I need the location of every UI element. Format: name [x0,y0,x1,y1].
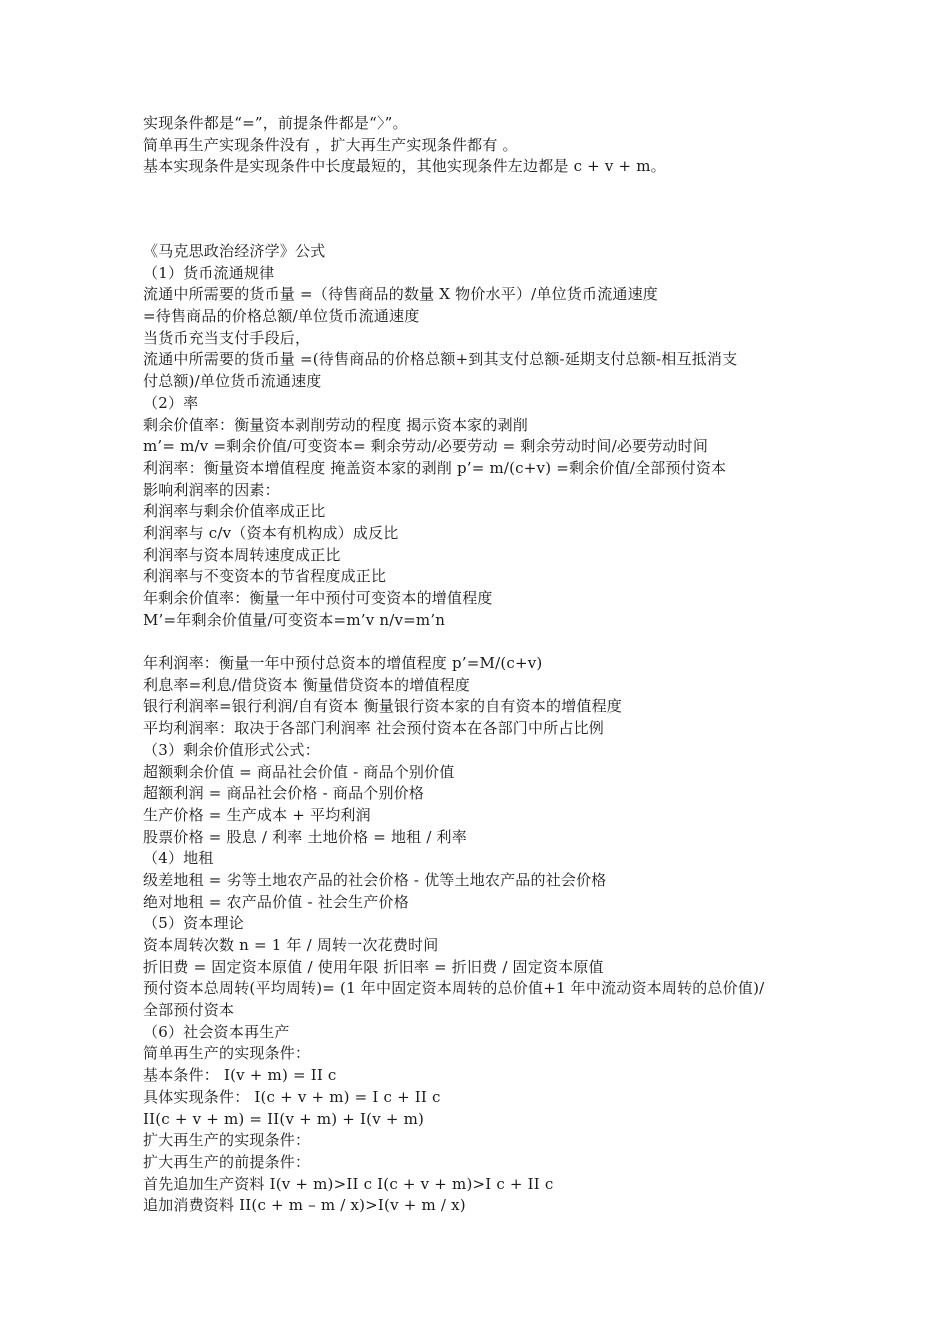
subsection-heading: （3）剩余价值形式公式： [143,740,320,759]
text-line: 预付资本总周转(平均周转)= (1 年中固定资本周转的总价值+1 年中流动资本周转的总价值)/ [143,979,765,998]
text-line: 扩大再生产的前提条件： [143,1152,311,1171]
text-line: 流通中所需要的货币量 =(待售商品的价格总额+到其支付总额-延期支付总额-相互抵消支 [143,350,738,369]
text-line: 扩大再生产的实现条件： [143,1131,311,1150]
text-line: 基本实现条件是实现条件中长度最短的，其他实现条件左边都是 c + v + m。 [143,157,666,176]
section-title: 《马克思政治经济学》公式 [143,242,326,260]
text-line: 超额剩余价值 = 商品社会价值 - 商品个别价值 [143,762,455,781]
text-line: m’= m/v =剩余价值/可变资本= 剩余劳动/必要劳动 = 剩余劳动时间/必要劳动时间 [143,437,709,456]
text-line: 利润率与不变资本的节省程度成正比 [143,567,387,586]
text-line: 年利润率：衡量一年中预付总资本的增值程度 p’=M/(c+v) [143,654,543,673]
subsection-heading: （4）地租 [143,849,214,868]
text-line: 级差地租 = 劣等土地农产品的社会价格 - 优等土地农产品的社会价格 [143,870,607,889]
text-line: 平均利润率：取决于各部门利润率 社会预付资本在各部门中所占比例 [143,719,604,738]
intro-paragraph [143,113,823,178]
text-line: 绝对地租 = 农产品价值 - 社会生产价格 [143,892,409,911]
text-line: 利润率与 c/v（资本有机构成）成反比 [143,523,399,542]
text-line: 年剩余价值率：衡量一年中预付可变资本的增值程度 [143,589,493,607]
subsection-heading: （2）率 [143,393,199,412]
text-line: 生产价格 = 生产成本 + 平均利润 [143,805,371,824]
text-line: 剩余价值率：衡量资本剥削劳动的程度 揭示资本家的剥削 [143,415,528,434]
text-line: 影响利润率的因素： [143,480,280,499]
text-line: 首先追加生产资料 I(v + m)>II c I(c + v + m)>I c + II c [143,1174,554,1193]
text-line: 利润率与剩余价值率成正比 [143,502,326,521]
text-line: 付总额)/单位货币流通速度 [143,372,322,391]
text-line: II(c + v + m) = II(v + m) + I(v + m) [143,1109,425,1128]
text-line: 利润率与资本周转速度成正比 [143,545,341,564]
text-line: 利息率=利息/借贷资本 衡量借贷资本的增值程度 [143,675,470,694]
text-line: 追加消费资料 II(c + m – m / x)>I(v + m / x) [143,1196,466,1215]
text-line: 当货币充当支付手段后， [143,328,311,347]
blank-line [143,631,823,653]
text-line: 折旧费 = 固定资本原值 / 使用年限 折旧率 = 折旧费 / 固定资本原值 [143,957,604,976]
text-line: 简单再生产实现条件没有 ，扩大再生产实现条件都有 。 [143,135,518,154]
subsection-heading: （5）资本理论 [143,914,244,933]
subsection-heading: （1）货币流通规律 [143,263,275,282]
text-line: 资本周转次数 n = 1 年 / 周转一次花费时间 [143,936,439,954]
text-line: 实现条件都是“=”，前提条件都是“〉”。 [143,114,408,132]
text-line: =待售商品的价格总额/单位货币流通速度 [143,307,420,326]
text-line: 股票价格 = 股息 / 利率 土地价格 = 地租 / 利率 [143,827,467,846]
text-line: 银行利润率=银行利润/自有资本 衡量银行资本家的自有资本的增值程度 [143,697,622,716]
text-line: M’=年剩余价值量/可变资本=m’v n/v=m’n [143,610,446,629]
text-line: 利润率：衡量资本增值程度 掩盖资本家的剥削 p’= m/(c+v) =剩余价值/全部预付资本 [143,458,727,477]
subsection-heading: （6）社会资本再生产 [143,1022,290,1041]
text-line: 流通中所需要的货币量 =（待售商品的数量 X 物价水平）/单位货币流通速度 [143,285,659,304]
text-line: 基本条件： I(v + m) = II c [143,1066,337,1085]
text-line: 全部预付资本 [143,1001,235,1020]
text-line: 超额利润 = 商品社会价格 - 商品个别价格 [143,784,425,803]
text-line: 简单再生产的实现条件： [143,1044,311,1063]
formula-section [143,241,823,1217]
text-line: 具体实现条件： I(c + v + m) = I c + II c [143,1087,441,1106]
